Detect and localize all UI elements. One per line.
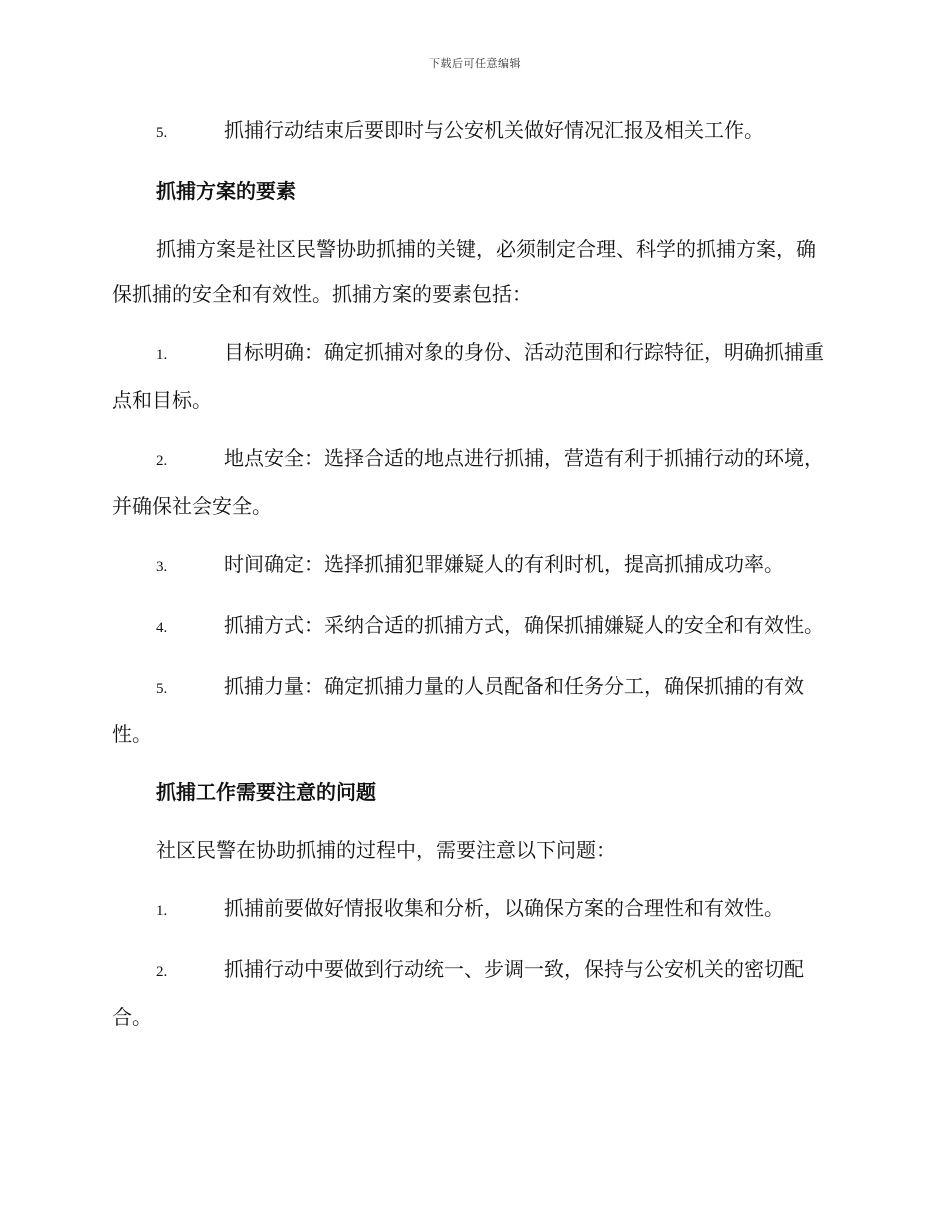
page-header: 下载后可任意编辑 xyxy=(429,57,521,70)
list-text: 时间确定：选择抓捕犯罪嫌疑人的有利时机，提高抓捕成功率。 xyxy=(224,552,784,576)
list-text: 目标明确：确定抓捕对象的身份、活动范围和行踪特征，明确抓捕重点和目标。 xyxy=(112,340,824,412)
list-text: 抓捕行动结束后要即时与公安机关做好情况汇报及相关工作。 xyxy=(224,118,764,142)
list-number: 2. xyxy=(156,964,168,980)
paragraph-issues-intro: 社区民警在协助抓捕的过程中，需要注意以下问题： xyxy=(156,838,616,862)
list-text: 抓捕前要做好情报收集和分析，以确保方案的合理性和有效性。 xyxy=(224,896,784,920)
list-item xyxy=(112,664,834,757)
list-number: 5. xyxy=(156,125,168,141)
list-item xyxy=(112,947,834,1040)
document-body xyxy=(112,108,834,1053)
list-text: 抓捕力量：确定抓捕力量的人员配备和任务分工，确保抓捕的有效性。 xyxy=(112,674,804,746)
list-number: 5. xyxy=(156,681,168,697)
list-number: 2. xyxy=(156,453,168,469)
paragraph-plan-intro: 抓捕方案是社区民警协助抓捕的关键，必须制定合理、科学的抓捕方案，确保抓捕的安全和有效性。抓捕方案的要素包括： xyxy=(112,237,816,306)
list-number: 1. xyxy=(156,903,168,919)
list-text: 抓捕方式：采纳合适的抓捕方式，确保抓捕嫌疑人的安全和有效性。 xyxy=(224,613,824,637)
list-item xyxy=(112,330,834,423)
list-text: 抓捕行动中要做到行动统一、步调一致，保持与公安机关的密切配合。 xyxy=(112,957,804,1029)
section-heading-plan: 抓捕方案的要素 xyxy=(156,179,296,203)
list-number: 3. xyxy=(156,559,168,575)
list-number: 1. xyxy=(156,347,168,363)
list-text: 地点安全：选择合适的地点进行抓捕，营造有利于抓捕行动的环境，并确保社会安全。 xyxy=(112,446,824,518)
list-item xyxy=(112,542,834,590)
list-item xyxy=(112,886,834,934)
list-item xyxy=(112,108,834,156)
section-heading-issues: 抓捕工作需要注意的问题 xyxy=(156,780,376,804)
list-item xyxy=(112,603,834,651)
list-item xyxy=(112,436,834,529)
list-number: 4. xyxy=(156,620,168,636)
